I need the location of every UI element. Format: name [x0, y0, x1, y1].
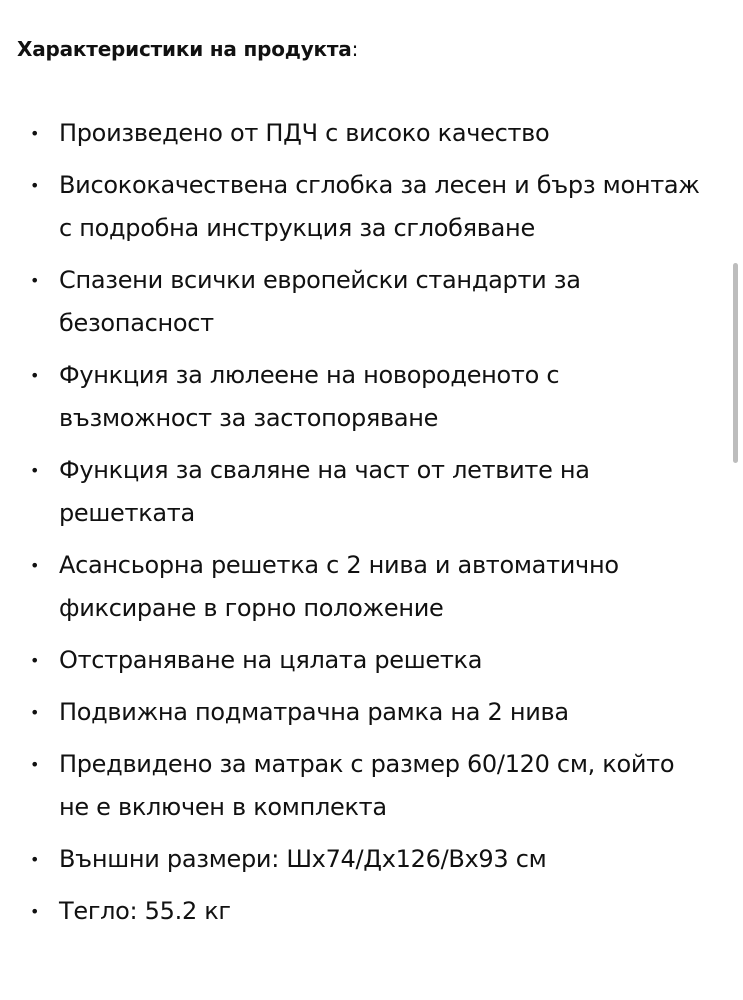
feature-item [0, 691, 705, 734]
section-heading [17, 34, 358, 64]
feature-text: Произведено от ПДЧ с високо качество [59, 119, 550, 147]
feature-item [0, 354, 705, 440]
bullet-icon: • [30, 755, 40, 774]
feature-item [0, 112, 705, 155]
feature-item [0, 259, 705, 345]
feature-list [0, 112, 705, 942]
feature-item [0, 544, 705, 630]
feature-text: Подвижна подматрачна рамка на 2 нива [59, 698, 569, 726]
feature-text: Тегло: 55.2 кг [59, 897, 231, 925]
feature-text: Функция за люлеене на новороденото с възможност за застопоряване [59, 361, 560, 432]
bullet-icon: • [30, 366, 40, 385]
feature-text: Асансьорна решетка с 2 нива и автоматично фиксиране в горно положение [59, 551, 619, 622]
feature-text: Отстраняване на цялата решетка [59, 646, 483, 674]
feature-item [0, 449, 705, 535]
feature-item [0, 164, 705, 250]
feature-item [0, 890, 705, 933]
feature-text: Спазени всички европейски стандарти за безопасност [59, 266, 581, 337]
bullet-icon: • [30, 176, 40, 195]
feature-item [0, 743, 705, 829]
feature-item [0, 838, 705, 881]
bullet-icon: • [30, 556, 40, 575]
feature-text: Функция за сваляне на част от летвите на решетката [59, 456, 590, 527]
feature-item [0, 639, 705, 682]
bullet-icon: • [30, 703, 40, 722]
bullet-icon: • [30, 651, 40, 670]
bullet-icon: • [30, 461, 40, 480]
section-heading-colon: : [351, 37, 359, 61]
bullet-icon: • [30, 902, 40, 921]
feature-text: Външни размери: Шх74/Дх126/Вх93 см [59, 845, 547, 873]
vertical-scrollbar[interactable] [733, 263, 738, 463]
bullet-icon: • [30, 124, 40, 143]
section-heading-title: Характеристики на продукта [17, 37, 352, 61]
bullet-icon: • [30, 850, 40, 869]
feature-text: Предвидено за матрак с размер 60/120 см, който не е включен в комплекта [59, 750, 675, 821]
feature-text: Висококачествена сглобка за лесен и бърз монтаж с подробна инструкция за сглобяване [59, 171, 700, 242]
bullet-icon: • [30, 271, 40, 290]
